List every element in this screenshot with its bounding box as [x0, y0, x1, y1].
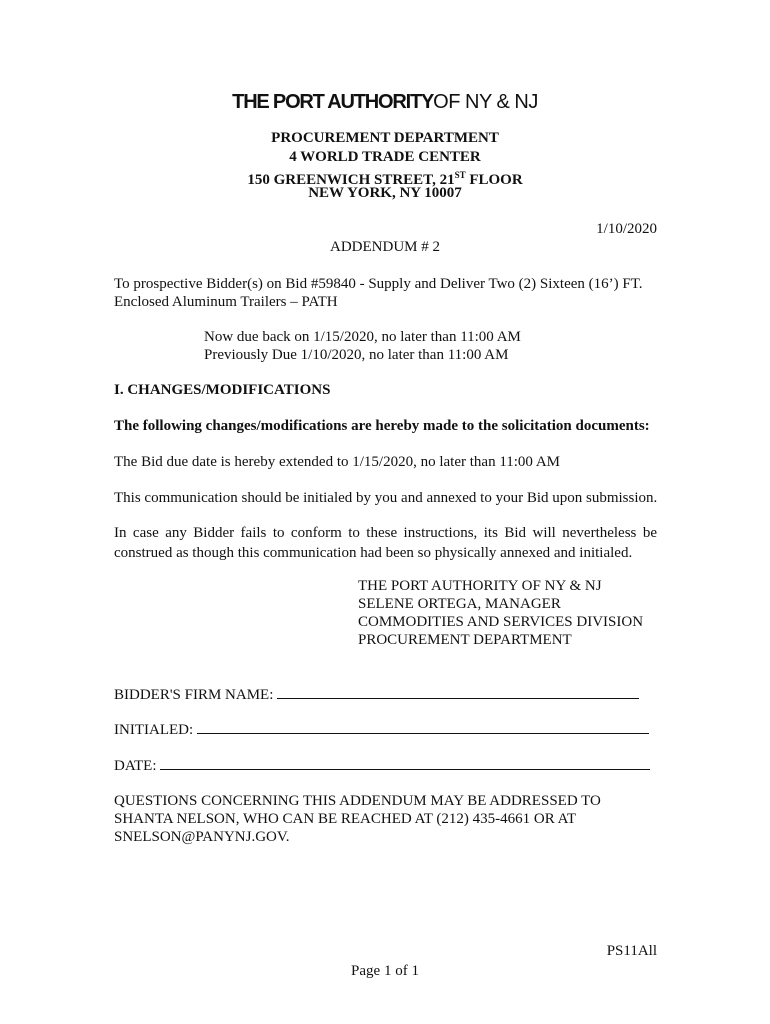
signature-division: COMMODITIES AND SERVICES DIVISION	[358, 614, 644, 630]
logo-light-text: OF NY & NJ	[433, 91, 538, 113]
header-building: 4 WORLD TRADE CENTER	[289, 149, 481, 165]
initialed-field	[114, 719, 649, 740]
header-street-sup: ST	[454, 170, 466, 180]
firm-name-field	[114, 684, 639, 705]
intro-line-1: To prospective Bidder(s) on Bid #59840 - Supply and Deliver Two (2) Sixteen (16’) FT.	[114, 276, 643, 292]
due-date-new: Now due back on 1/15/2020, no later than 11:00 AM	[204, 329, 521, 345]
initialed-label: INITIALED:	[114, 722, 194, 738]
firm-name-line[interactable]	[277, 684, 639, 699]
signature-department: PROCUREMENT DEPARTMENT	[358, 632, 572, 648]
extension-text: The Bid due date is hereby extended to 1/15/2020, no later than 11:00 AM	[114, 454, 561, 470]
header-street-text: 150 GREENWICH STREET, 21	[247, 172, 455, 188]
questions-line-1: QUESTIONS CONCERNING THIS ADDENDUM MAY BE ADDRESSED TO	[114, 793, 601, 809]
date-line[interactable]	[160, 755, 650, 770]
logo-bold-text: THE PORT AUTHORITY	[232, 91, 434, 113]
date-label: DATE:	[114, 758, 157, 774]
due-date-previous: Previously Due 1/10/2020, no later than 11:00 AM	[204, 347, 509, 363]
header-street-floor: FLOOR	[465, 172, 523, 188]
changes-intro: The following changes/modifications are hereby made to the solicitation documents:	[114, 418, 650, 434]
initialed-line[interactable]	[197, 719, 649, 734]
conform-paragraph: In case any Bidder fails to conform to these instructions, its Bid will nevertheless be construed as though this communication had been so physically annexed and initialed.	[114, 525, 657, 561]
header-city: NEW YORK, NY 10007	[308, 185, 462, 201]
firm-name-label: BIDDER'S FIRM NAME:	[114, 687, 274, 703]
page-number: Page 1 of 1	[351, 963, 419, 979]
intro-line-2: Enclosed Aluminum Trailers – PATH	[114, 294, 338, 310]
section-heading: I. CHANGES/MODIFICATIONS	[114, 382, 331, 398]
header-department: PROCUREMENT DEPARTMENT	[271, 130, 499, 146]
signature-name: SELENE ORTEGA, MANAGER	[358, 596, 561, 612]
addendum-number: ADDENDUM # 2	[330, 239, 440, 255]
document-date: 1/10/2020	[596, 221, 657, 237]
form-code: PS11All	[606, 943, 657, 959]
initial-instruction: This communication should be initialed by you and annexed to your Bid upon submission.	[114, 490, 658, 506]
date-field	[114, 755, 650, 776]
questions-line-3: SNELSON@PANYNJ.GOV.	[114, 829, 290, 845]
questions-line-2: SHANTA NELSON, WHO CAN BE REACHED AT (212) 435-4661 OR AT	[114, 811, 577, 827]
port-authority-logo	[0, 91, 770, 114]
signature-org: THE PORT AUTHORITY OF NY & NJ	[358, 578, 602, 594]
